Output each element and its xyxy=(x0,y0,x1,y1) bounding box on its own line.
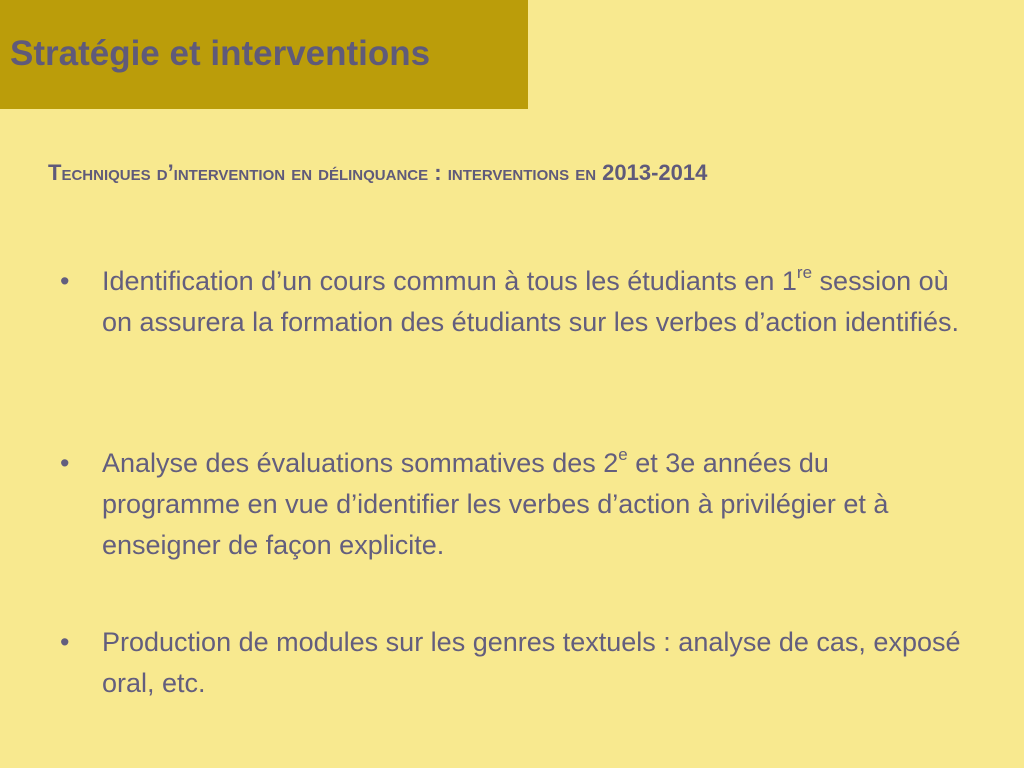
slide-title: Stratégie et interventions xyxy=(10,34,431,73)
bullet-icon: • xyxy=(60,627,70,657)
bullet-icon: • xyxy=(60,448,70,478)
bullet-superscript: e xyxy=(618,445,628,464)
bullet-text xyxy=(102,622,970,704)
bullet-text xyxy=(102,443,970,566)
bullet-item xyxy=(60,622,970,704)
bullet-superscript: re xyxy=(796,263,813,282)
bullet-icon: • xyxy=(60,266,70,296)
bullet-text xyxy=(102,261,970,343)
bullet-text-part: Analyse des évaluations sommatives des 2 xyxy=(102,448,619,478)
bullet-text-part: et 3e années du programme en vue d’identifier les verbes d’action à privilégier et à enseigner de façon explicite. xyxy=(102,448,889,560)
bullet-text-part: Identification d’un cours commun à tous les étudiants en 1 xyxy=(102,266,797,296)
bullet-text-part: session où on assurera la formation des étudiants sur les verbes d’action identifiés. xyxy=(102,266,959,337)
slide-subtitle: Techniques d’intervention en délinquance : interventions en 2013-2014 xyxy=(48,160,708,185)
bullet-item xyxy=(60,443,970,566)
title-bar xyxy=(0,0,528,109)
bullet-text-part: Production de modules sur les genres textuels : analyse de cas, exposé oral, etc. xyxy=(102,627,961,698)
bullet-item xyxy=(60,261,970,343)
